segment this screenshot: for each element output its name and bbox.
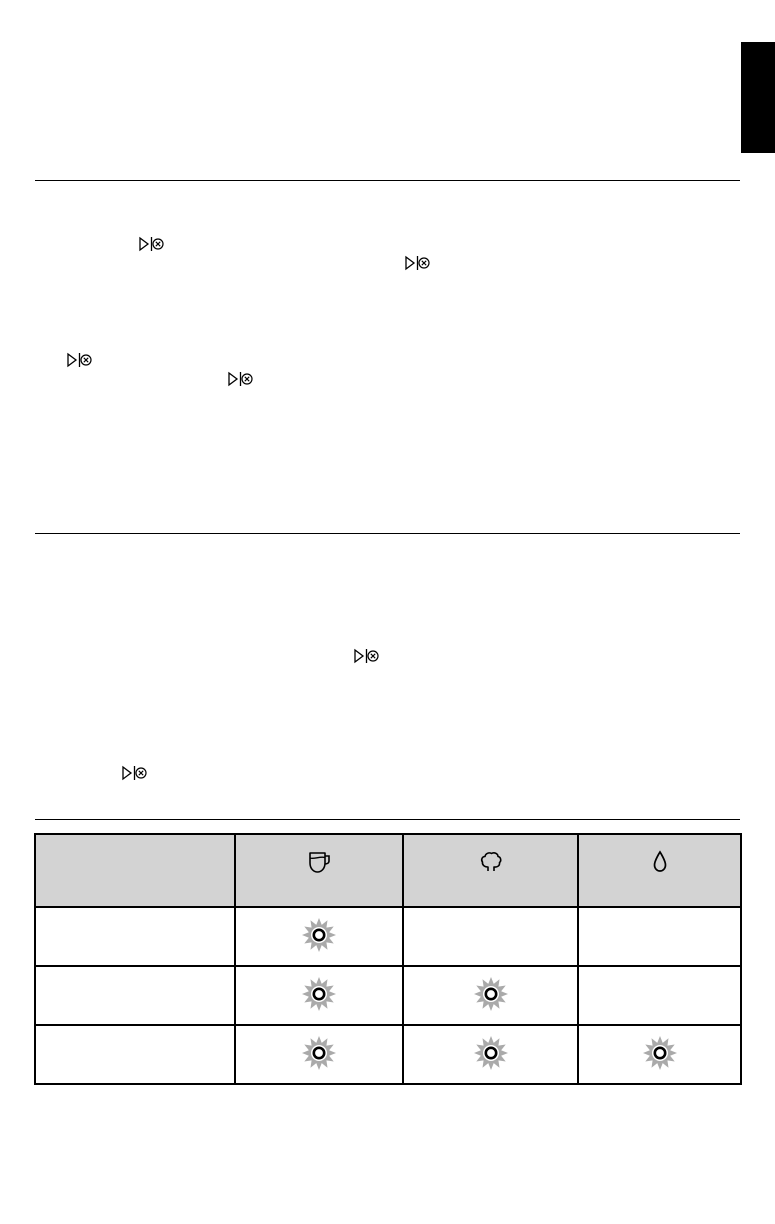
table-row-label [35,1025,235,1084]
table-row [35,907,741,966]
steam-cloud-icon [478,849,504,880]
play-stop-icon [353,648,381,664]
table-cell [235,1025,403,1084]
blinking-light-icon [473,1035,509,1071]
table-cell [403,1025,578,1084]
cup-icon [306,849,332,880]
table-cell [578,907,741,966]
table-cell [403,966,578,1025]
play-stop-icon [404,255,432,271]
table-row-label [35,966,235,1025]
table-row-label [35,907,235,966]
play-stop-icon [138,236,166,252]
table-row [35,966,741,1025]
section-tab-marker [741,42,775,153]
table-cell [578,1025,741,1084]
blinking-light-icon [301,1035,337,1071]
blinking-light-icon [301,976,337,1012]
table-header-steam [403,834,578,907]
section-divider-1 [35,180,740,181]
blinking-light-icon [473,976,509,1012]
table-header-blank [35,834,235,907]
blinking-light-icon [301,917,337,953]
table-header-row [35,834,741,907]
indicator-light-table [34,833,742,1085]
table-header-cup [235,834,403,907]
play-stop-icon [227,371,255,387]
table-row [35,1025,741,1084]
section-divider-2 [35,533,740,534]
play-stop-icon [66,352,94,368]
blinking-light-icon [642,1035,678,1071]
play-stop-icon [121,765,149,781]
table-cell [403,907,578,966]
table-cell [235,966,403,1025]
section-divider-3 [35,819,740,820]
table-cell [235,907,403,966]
water-drop-icon [647,849,673,880]
table-header-water [578,834,741,907]
table-cell [578,966,741,1025]
